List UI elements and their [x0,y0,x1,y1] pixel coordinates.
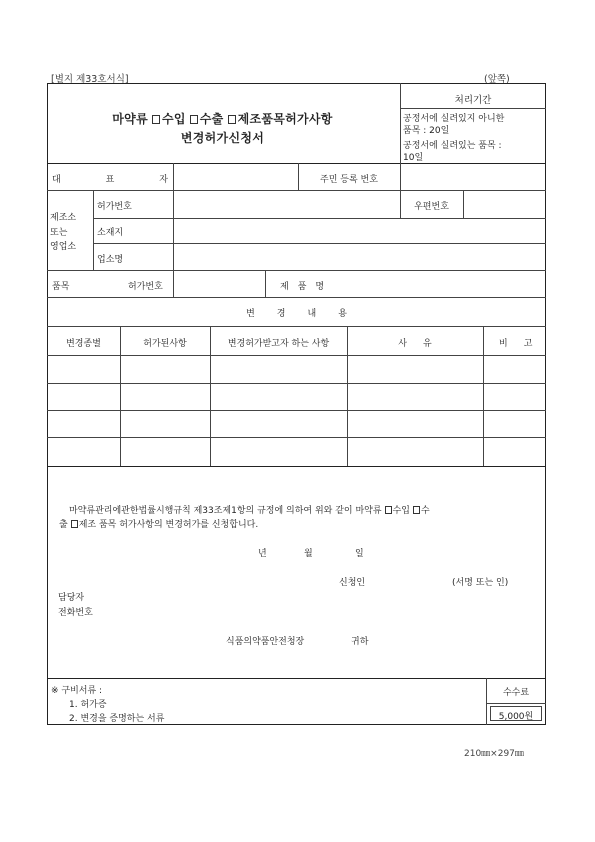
product-item-label: 품목 [52,282,70,292]
product-name-label: 제품명 [280,282,334,292]
required-document-item: 1. 허가증 [69,700,107,710]
column-remarks: 비고 [499,339,549,349]
representative-label: 대 표 자 [52,175,168,185]
rule-title-bottom [47,163,546,164]
processing-line-4: 10일 [403,153,424,163]
column-approved-matter: 허가된사항 [143,339,187,349]
processing-line-2: 품목 : 20일 [403,126,450,136]
form-title-line2: 변경허가신청서 [180,131,265,145]
statement-line-1: 마약류관리에관한법률시행규칙 제33조제1항의 규정에 의하여 위와 같이 마약류 수입 수 [69,506,430,516]
table-row[interactable] [48,356,545,382]
processing-line-1: 공정서에 실려있지 아니한 [403,114,505,124]
table-row[interactable] [48,438,545,465]
postal-code-label: 우편번호 [414,202,449,212]
required-documents-label: ※ 구비서류 : [51,686,103,696]
page-side-label: (앞쪽) [484,74,510,85]
resident-number-label: 주민 등록 번호 [320,175,378,185]
business-name-label: 업소명 [97,255,124,265]
checkbox-manufacture[interactable] [228,115,236,124]
processing-line-3: 공정서에 실려있는 품목 : [403,141,502,151]
date-month-label: 월 [304,549,313,559]
column-requested-change: 변경허가받고자 하는 사항 [227,339,330,349]
checkbox-import[interactable] [152,115,160,124]
form-title-line1: 마약류 수입 수출 제조품목허가사항 [112,112,333,126]
manager-label: 담당자 [58,593,85,603]
postal-code-field[interactable] [465,192,544,216]
table-row[interactable] [48,411,545,436]
resident-number-field[interactable] [402,165,544,188]
signature-hint: (서명 또는 인) [452,578,509,588]
fee-amount: 5,000원 [498,712,534,722]
date-year-label: 년 [258,549,267,559]
table-row[interactable] [48,384,545,409]
establishment-group-label-2: 또는 [50,228,68,238]
representative-field[interactable] [175,165,296,188]
phone-label: 전화번호 [58,608,93,618]
processing-period-label: 처리기간 [454,95,492,106]
checkbox-export[interactable] [413,506,420,514]
product-license-number-label: 허가번호 [128,282,163,292]
address-field[interactable] [175,220,544,241]
fee-label: 수수료 [502,688,530,698]
product-license-number-field[interactable] [175,272,263,295]
form-number: [별지 제33호서식] [51,74,129,85]
license-number-label: 허가번호 [97,202,132,212]
addressee-honorific: 귀하 [351,637,369,647]
checkbox-export[interactable] [190,115,198,124]
checkbox-import[interactable] [385,506,392,514]
license-number-field[interactable] [175,192,398,216]
establishment-group-label-1: 제조소 [50,213,77,223]
product-name-field[interactable] [345,272,544,295]
paper-size: 210㎜×297㎜ [464,749,524,759]
checkbox-manufacture[interactable] [71,520,78,528]
business-name-field[interactable] [175,245,544,268]
address-label: 소재지 [97,228,124,238]
change-section-title: 변경내용 [246,309,369,319]
column-change-type: 변경종별 [66,339,101,349]
column-reason: 사유 [398,339,448,349]
statement-line-2: 출 제조 품목 허가사항의 변경허가를 신청합니다. [59,520,259,530]
required-document-item: 2. 변경을 증명하는 서류 [69,714,165,724]
applicant-label: 신청인 [339,578,366,588]
addressee-agency: 식품의약품안전청장 [226,637,305,647]
date-day-label: 일 [355,549,364,559]
establishment-group-label-3: 영업소 [50,242,77,252]
